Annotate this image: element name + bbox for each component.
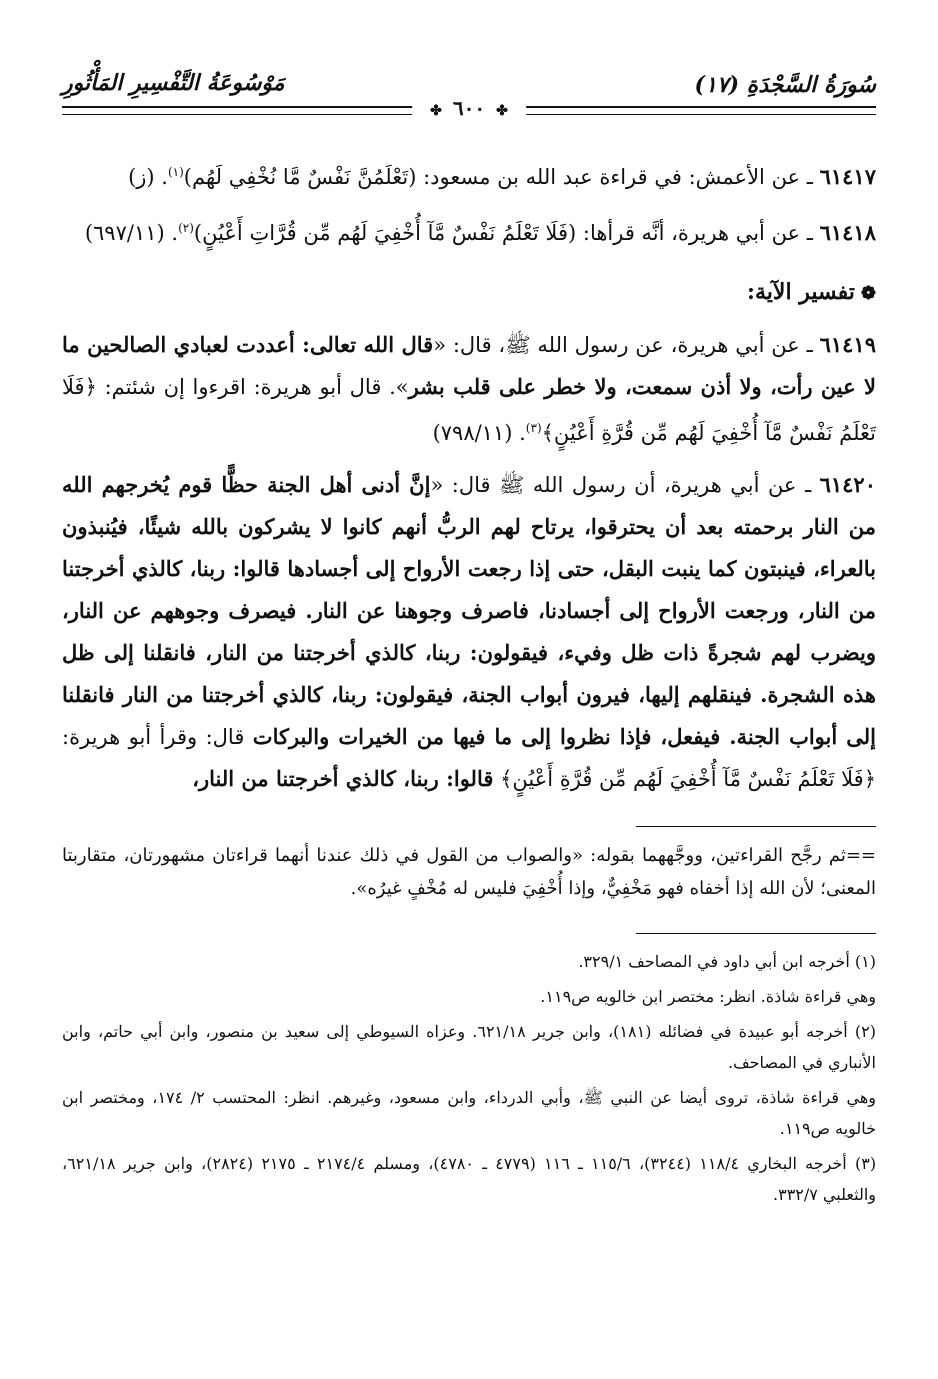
entry-61417 — [62, 152, 876, 198]
footnote-ref: (٣) — [525, 421, 542, 435]
surah-title: سُورَةُ السَّجْدَةِ (١٧) — [694, 72, 876, 98]
entry-text: ـ عن أبي هريرة، عن رسول الله ﷺ، قال: « — [433, 333, 820, 357]
entry-61418 — [62, 208, 876, 254]
footnote-line: (٣) أخرجه البخاري ١١٨/٤ (٣٢٤٤)، ١١٥/٦ ـ ١١٦ (٤٧٧٩ ـ ٤٧٨٠)، ومسلم ٢١٧٤/٤ ـ ٢١٧٥ (٢٨٢٤)، وابن جرير ٦٢١/١٨، والثعلبي ٣٣٢/٧. — [62, 1154, 877, 1204]
entry-text-mid: قال: وقرأ أبو هريرة: ﴿فَلَا تَعْلَمُ نَفْسٌ مَّآ أُخْفِيَ لَهُم مِّن قُرَّةِ أَعْيُنٍ﴾ — [62, 725, 876, 791]
book-page — [62, 60, 876, 1339]
ornament-icon: ✤ — [430, 103, 442, 119]
footnote-ref: (١) — [167, 165, 184, 179]
footnotes — [62, 946, 876, 1210]
carryover-footnote: ==ثم رجَّح القراءتين، ووجَّههما بقوله: «والصواب من القول في ذلك عندنا أنهما قراءتان مشهورتان، متقاربتا المعنى؛ لأن الله إذا أخفاه فهو مَخْفِيٌّ، وإذا أُخْفِيَ فليس له مُخْفٍ غيرُه». — [62, 845, 876, 899]
section-heading — [62, 272, 876, 314]
book-title: مَوْسُوعَةُ التَّفْسِيرِ المَأْثُورِ — [62, 70, 285, 96]
footnote-line: وهي قراءة شاذة. انظر: مختصر ابن خالويه ص١١٩. — [540, 987, 876, 1006]
page-number: ٦٠٠ — [452, 96, 486, 120]
main-text — [62, 152, 876, 800]
hadith-text-continued: قالوا: ربنا، كالذي أخرجتنا من النار، — [192, 766, 494, 791]
entry-number: ٦١٤٢٠ — [819, 472, 876, 497]
entry-number: ٦١٤١٩ — [819, 332, 876, 357]
page-header — [62, 60, 876, 130]
footnote-line: (٢) أخرجه أبو عبيدة في فضائله (١٨١)، وابن جرير ٦٢١/١٨. وعزاه السيوطي إلى سعيد بن منصور، وابن أبي حاتم، وابن الأنباري في المصاحف. — [62, 1022, 877, 1072]
footnote-ref: (٢) — [178, 221, 194, 235]
entry-text: ـ عن أبي هريرة، أنَّه قرأها: (فَلَا تَعْلَمُ نَفْسٌ مَّآ أُخْفِيَ لَهُم مِّن قُرَّاتِ أَعْيُنٍ) — [193, 221, 820, 245]
page-number-box — [412, 96, 526, 120]
entry-61419 — [62, 324, 876, 454]
flower-icon: ❁ — [860, 283, 876, 304]
ornament-icon: ✤ — [496, 103, 508, 119]
entry-tail: . (ز) — [128, 165, 168, 189]
footnote-separator — [636, 933, 876, 934]
entry-tail: . (٧٩٨/١١) — [432, 421, 526, 445]
section-heading-text: تفسير الآية: — [746, 279, 855, 305]
hadith-text: قال الله تعالى: أعددت لعبادي الصالحين ما لا عين رأت، ولا أذن سمعت، ولا خطر على قلب بشر — [62, 332, 876, 399]
hadith-text: إنَّ أدنى أهل الجنة حظًّا قوم يُخرجهم الله من النار برحمته بعد أن يحترقوا، يرتاح لهم الربُّ أنهم كانوا لا يشركون بالله شيئًا، فيُنبذون بالعراء، فينبتون كما ينبت البقل، حتى إذا رجعت الأرواح إلى أجسادها قالوا: ربنا، كالذي أخرجتنا من النار، ورجعت الأرواح إلى أجسادنا، فاصرف وجوهنا عن النار. فيصرف وجوههم عن النار، ويضرب لهم شجرةً ذات ظل وفيء، فيقولون: ربنا، كالذي أخرجتنا من النار، فانقلنا إلى ظل هذه الشجرة. فينقلهم إليها، فيرون أبواب الجنة، فيقولون: ربنا، كالذي أخرجتنا من النار فانقلنا إلى أبواب الجنة. فيفعل، فإذا نظروا إلى ما فيها من الخيرات والبركات — [62, 472, 876, 749]
entry-text: ـ عن الأعمش: في قراءة عبد الله بن مسعود: (تَعْلَمُنَّ نَفْسٌ مَّا نُخْفِي لَهُم) — [183, 165, 820, 189]
footnote-separator — [636, 826, 876, 827]
entry-text-post: ». قال أبو هريرة: اقرءوا إن شئتم: ﴿فَلَا تَعْلَمُ نَفْسٌ مَّآ أُخْفِيَ لَهُم مِّن قُرَّةِ أَعْيُنٍ﴾ — [62, 375, 876, 445]
footnote-line: (١) أخرجه ابن أبي داود في المصاحف ٣٢٩/١. — [578, 952, 876, 971]
entry-text: ـ عن أبي هريرة، أن رسول الله ﷺ قال: « — [430, 473, 820, 497]
entry-61420 — [62, 464, 876, 800]
footnote-line: وهي قراءة شاذة، تروى أيضا عن النبي ﷺ، وأبي الدرداء، وابن مسعود، وغيرهم. انظر: المحتسب ٢/ ١٧٤، ومختصر ابن خالويه ص١١٩. — [62, 1088, 877, 1138]
entry-tail: . (٦٩٧/١١) — [84, 221, 179, 245]
entry-number: ٦١٤١٧ — [819, 164, 876, 189]
entry-number: ٦١٤١٨ — [819, 220, 876, 245]
